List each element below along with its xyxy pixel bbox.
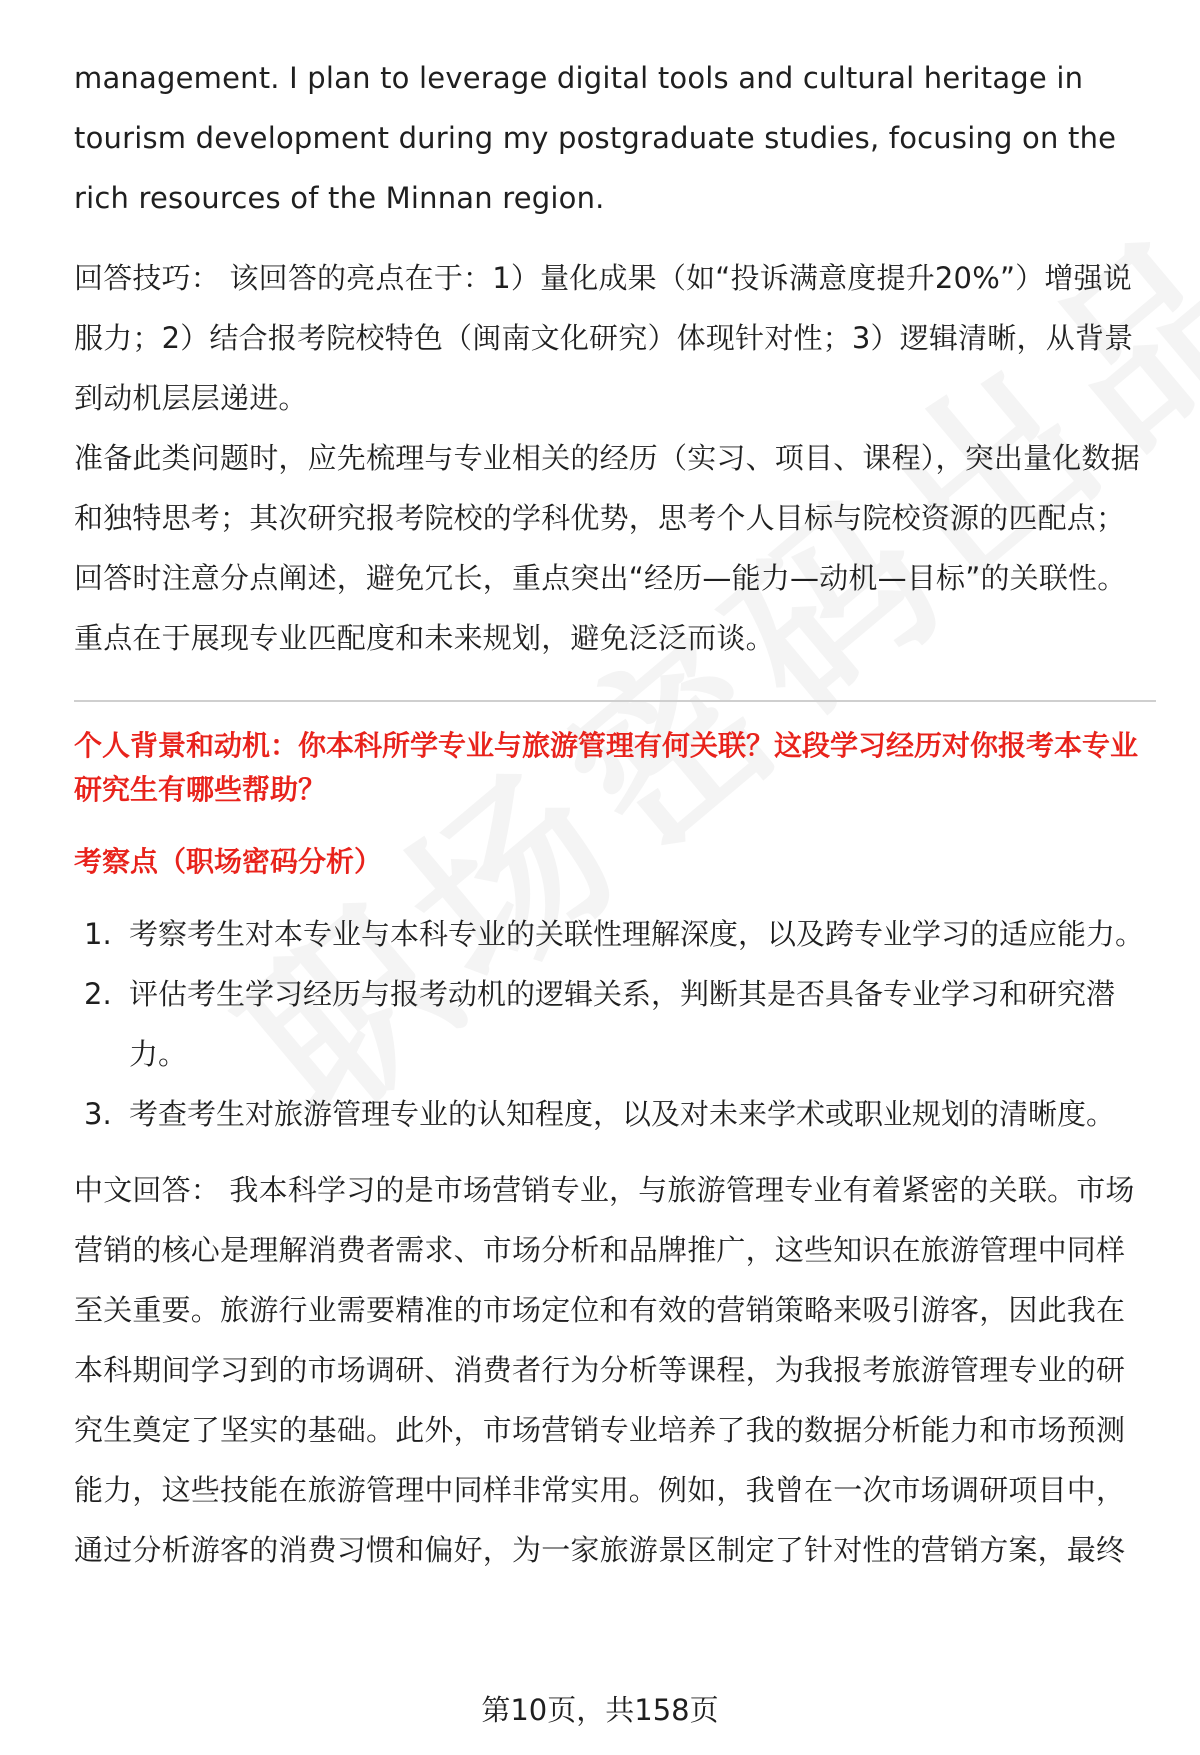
- list-item-text: 评估考生学习经历与报考动机的逻辑关系，判断其是否具备专业学习和研究潜力。: [129, 977, 1116, 1071]
- list-item-text: 考查考生对旅游管理专业的认知程度，以及对未来学术或职业规划的清晰度。: [129, 1097, 1116, 1131]
- english-answer-continuation: management. I plan to leverage digital tools and cultural heritage in tourism development during my postgraduate studies, focusing on the rich resources of the Minnan region.: [74, 61, 1117, 215]
- list-item: [74, 964, 1154, 1084]
- list-item-number: 3.: [84, 1097, 112, 1131]
- document-page: [74, 48, 1154, 1580]
- answer-tips-paragraph: 回答技巧： 该回答的亮点在于：1）量化成果（如“投诉满意度提升20%”）增强说服力；2）结合报考院校特色（闽南文化研究）体现针对性；3）逻辑清晰，从背景到动机层层递进。: [74, 261, 1134, 415]
- list-item-number: 2.: [84, 977, 112, 1011]
- assessment-points-list: [74, 904, 1154, 1144]
- assessment-points-title: 考察点（职场密码分析）: [74, 845, 383, 878]
- preparation-advice-paragraph: 准备此类问题时，应先梳理与专业相关的经历（实习、项目、课程），突出量化数据和独特思考；其次研究报考院校的学科优势，思考个人目标与院校资源的匹配点；回答时注意分点阐述，避免冗长，重点突出“经历—能力—动机—目标”的关联性。重点在于展现专业匹配度和未来规划，避免泛泛而谈。: [74, 441, 1140, 655]
- page-number-footer: 第10页，共158页: [481, 1693, 719, 1727]
- list-item: [74, 904, 1154, 964]
- list-item-number: 1.: [84, 917, 112, 951]
- list-item-text: 考察考生对本专业与本科专业的关联性理解深度，以及跨专业学习的适应能力。: [129, 917, 1145, 951]
- question-heading: 个人背景和动机：你本科所学专业与旅游管理有何关联？这段学习经历对你报考本专业研究生有哪些帮助？: [74, 729, 1139, 806]
- chinese-answer-paragraph: 中文回答： 我本科学习的是市场营销专业，与旅游管理专业有着紧密的关联。市场营销的核心是理解消费者需求、市场分析和品牌推广，这些知识在旅游管理中同样至关重要。旅游行业需要精准的市场定位和有效的营销策略来吸引游客，因此我在本科期间学习到的市场调研、消费者行为分析等课程，为我报考旅游管理专业的研究生奠定了坚实的基础。此外，市场营销专业培养了我的数据分析能力和市场预测能力，这些技能在旅游管理中同样非常实用。例如，我曾在一次市场调研项目中，通过分析游客的消费习惯和偏好，为一家旅游景区制定了针对性的营销方案，最终: [74, 1173, 1135, 1567]
- list-item: [74, 1084, 1154, 1144]
- section-divider: [74, 700, 1156, 702]
